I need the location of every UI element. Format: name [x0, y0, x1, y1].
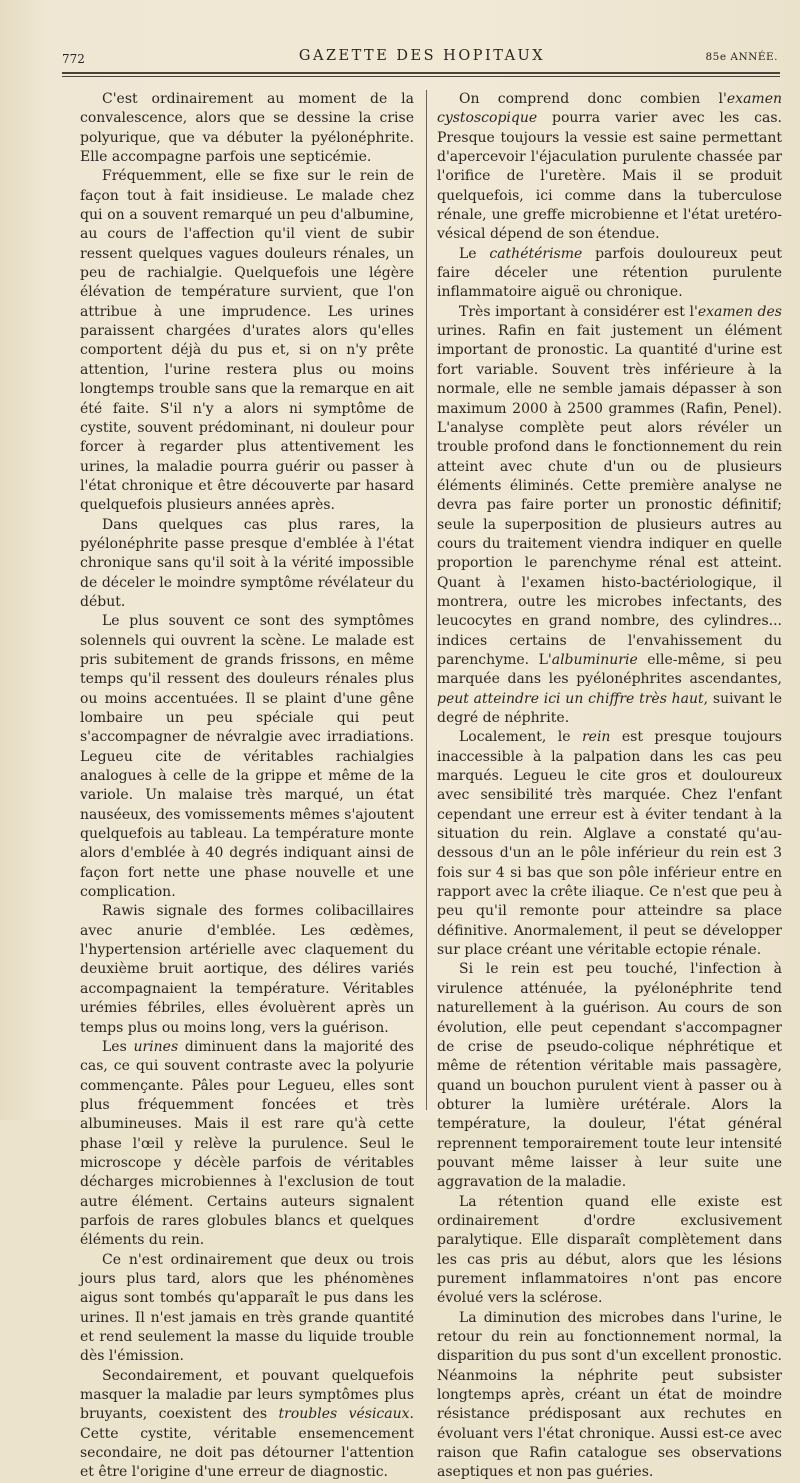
- paragraph-text: est presque toujours inaccessible à la palpation dans les cas peu marqués. Legueu le cite gros et douloureux avec sensibilité très marquée. Chez l'enfant cependant une erreur est à éviter tendant à la situation du rein. Alglave a constaté qu'au-dessous d'un an le pôle inférieur du rein est 3 fois sur 4 si bas que son pôle inférieur entre en rapport avec la crête iliaque. Ce n'est que peu à peu qu'il remonte pour atteindre sa place définitive. Anormalement, il peut se développer sur place créant une véritable ectopie rénale.: [437, 729, 782, 959]
- paragraph: [80, 1038, 414, 1251]
- paragraph-text: Les: [102, 1038, 134, 1055]
- year-label: 85e ANNÉE.: [705, 51, 778, 63]
- paragraph: [80, 516, 414, 613]
- paragraph-text: diminuent dans la majorité des cas, ce qui souvent contraste avec la polyurie commençante. Pâles pour Legueu, elles sont plus fréquemment foncées et très albumineuses. Mais il est rare qu'à cette phase l'œil y relève la purulence. Seul le microscope y décèle parfois de véritables décharges microbiennes à l'exclusion de tout autre élément. Certains auteurs signalent parfois de rares globules blancs et quelques éléments du rein.: [80, 1038, 414, 1249]
- paragraph: [80, 90, 414, 167]
- paragraph-text: On comprend donc combien l': [459, 91, 727, 107]
- paragraph: [437, 245, 782, 303]
- paragraph-text: , suivant le degré de néphrite.: [437, 690, 782, 726]
- paragraph-text: Ce n'est ordinairement que deux ou trois jours plus tard, alors que les phénomènes aigus sont tombés qu'apparaît le pus dans les urines. Il n'est jamais en très grande quantité et rend seulement la masse du liquide trouble dès l'émission.: [80, 1251, 414, 1365]
- paragraph: [80, 1251, 414, 1367]
- column-divider: [426, 90, 427, 1110]
- paragraph-text: Le: [459, 245, 490, 262]
- paragraph-text: Dans quelques cas plus rares, la pyélonéphrite passe presque d'emblée à l'état chronique sans qu'il soit à la vérité impossible de déceler le moindre symptôme révélateur du début.: [80, 516, 414, 610]
- paragraph: [80, 1367, 414, 1483]
- page-number: 772: [62, 52, 85, 66]
- emphasis-text: rein: [581, 729, 611, 746]
- paragraph-text: elle-même, si peu marquée dans les pyélonéphrites ascendantes,: [437, 651, 782, 688]
- paragraph: [437, 303, 782, 729]
- paragraph-text: Localement, le: [459, 729, 582, 746]
- paragraph: [437, 691, 782, 726]
- paragraph: [80, 902, 414, 1037]
- paragraph-text: La rétention quand elle existe est ordinairement d'ordre exclusivement paralytique. Elle disparaît complètement dans les cas pris au début, alors que les lésions purement inflammatoires n'ont pas encore évolué vers la sclérose.: [437, 1193, 782, 1307]
- emphasis-text: urines: [133, 1038, 179, 1055]
- paragraph: [437, 728, 782, 960]
- paragraph-text: pourra varier avec les cas. Presque toujours la vessie est saine permettant d'apercevoir l'éjaculation purulente chassée par l'orifice de l'uretère. Mais il se produit quelquefois, ici comme dans la tuberculose rénale, une greffe microbienne et l'état uretéro-vésical dépend de son étendue.: [437, 110, 782, 243]
- paragraph: [80, 612, 414, 902]
- paragraph: [437, 1193, 782, 1309]
- paragraph: [437, 90, 782, 245]
- emphasis-text: albuminurie: [551, 651, 638, 668]
- emphasis-text: peut atteindre ici un chiffre très haut: [437, 690, 704, 707]
- paragraph-text: Si le rein est peu touché, l'infection à virulence atténuée, la pyélonéphrite tend naturellement à la guérison. Au cours de son évolution, elle peut cependant s'accompagner de crise de pseudo-colique néphrétique et même de rétention véritable mais passagère, quand un bouchon purulent vient à passer ou à obturer la lumière urétérale. Alors la température, la douleur, l'état général reprennent temporairement toute leur intensité pouvant même laisser à leur suite une aggravation de la maladie.: [437, 961, 782, 1191]
- right-column: [437, 90, 782, 1483]
- paragraph-text: urines. Rafin en fait justement un élément important de pronostic. La quantité d'urine est fort variable. Souvent très inférieure à la normale, elle ne semble jamais dépasser à son maximum 2000 à 2500 grammes (Rafin, Penel). L'analyse complète peut alors révéler un trouble profond dans le fonctionnement du rein atteint avec chute d'un ou de plusieurs éléments éliminés. Cette première analyse ne devra pas faire porter un pronostic définitif; seule la superposition de plusieurs autres au cours du traitement viendra indiquer en quelle proportion le parenchyme rénal est atteint. Quant à l'examen histo-bactériologique, il montrera, outre les microbes infectants, des leucocytes en grand nombre, des cylindres... indices certains de l'envahissement du parenchyme. L': [437, 323, 782, 668]
- page-header: [62, 46, 782, 72]
- paragraph-text: Secondairement, et pouvant quelquefois masquer la maladie par leurs symptômes plus bruyants, coexistent des: [80, 1367, 414, 1423]
- running-title: GAZETTE DES HOPITAUX: [298, 48, 546, 64]
- paragraph: [80, 167, 414, 515]
- paragraph-text: Le plus souvent ce sont des symptômes solennels qui ouvrent la scène. Le malade est pris subitement de grands frissons, en même temps qu'il ressent des douleurs rénales plus ou moins accentuées. Il se plaint d'une gêne lombaire un peu spéciale qui peut s'accompagner de névralgie avec irradiations. Legueu cite de véritables rachialgies analogues à celle de la grippe et même de la variole. Un malaise très marqué, un état nauséeux, des vomissements mêmes s'ajoutent quelquefois au tableau. La température monte alors d'emblée à 40 degrés indiquant ainsi de façon fort nette une phase nouvelle et une complication.: [80, 613, 414, 901]
- paragraph: [437, 960, 782, 1192]
- emphasis-text: cathétérisme: [489, 245, 583, 262]
- paragraph-text: Fréquemment, elle se fixe sur le rein de façon tout à fait insidieuse. Le malade chez qui on a souvent remarqué un peu d'albumine, au cours de l'affection qu'il vient de subir ressent quelques vagues douleurs rénales, un peu de rachialgie. Quelquefois une légère élévation de température survient, que l'on attribue à une imprudence. Les urines paraissent chargées d'urates alors qu'elles comportent déjà du pus et, si on n'y prête attention, l'urine restera plus ou moins longtemps trouble sans que la remarque en ait été faite. S'il n'y a alors ni symptôme de cystite, souvent prédominant, ni douleur pour forcer à regarder plus attentivement les urines, la maladie pourra guérir ou passer à l'état chronique et être découverte par hasard quelquefois plusieurs années après.: [80, 168, 414, 514]
- emphasis-text: examen cystoscopique: [437, 91, 782, 127]
- emphasis-text: troubles vésicaux: [278, 1406, 410, 1423]
- paragraph-text: C'est ordinairement au moment de la convalescence, alors que se dessine la crise polyurique, que va débuter la pyélonéphrite. Elle accompagne parfois une septicémie.: [80, 91, 414, 166]
- paragraph-text: La diminution des microbes dans l'urine, le retour du rein au fonctionnement normal, la disparition du pus sont d'un excellent pronostic. Néanmoins la néphrite peut subsister longtemps après, créant un état de moindre résistance prédisposant aux rechutes en évoluant vers l'état chronique. Aussi est-ce avec raison que Rafin catalogue ses observations aseptiques et non pas guéries.: [437, 1309, 782, 1481]
- paragraph-text: . Cette cystite, véritable ensemencement secondaire, ne doit pas détourner l'attention et être l'origine d'une erreur de diagnostic.: [80, 1406, 414, 1481]
- paragraph-text: Très important à considérer est l': [459, 303, 698, 320]
- paragraph: [437, 1309, 782, 1483]
- header-rule: [62, 72, 780, 74]
- paragraph-text: Rawis signale des formes colibacillaires avec anurie d'emblée. Les œdèmes, l'hypertension artérielle avec claquement du deuxième bruit aortique, des délires variés accompagnaient la température. Véritables urémies fébriles, elles évoluèrent après un temps plus ou moins long, vers la guérison.: [80, 903, 414, 1036]
- header-rule-thin: [62, 76, 780, 77]
- paragraph-text: parfois douloureux peut faire déceler une rétention purulente inflammatoire aiguë ou chronique.: [437, 245, 782, 301]
- emphasis-text: examen des: [697, 303, 782, 320]
- left-column: [80, 90, 414, 1483]
